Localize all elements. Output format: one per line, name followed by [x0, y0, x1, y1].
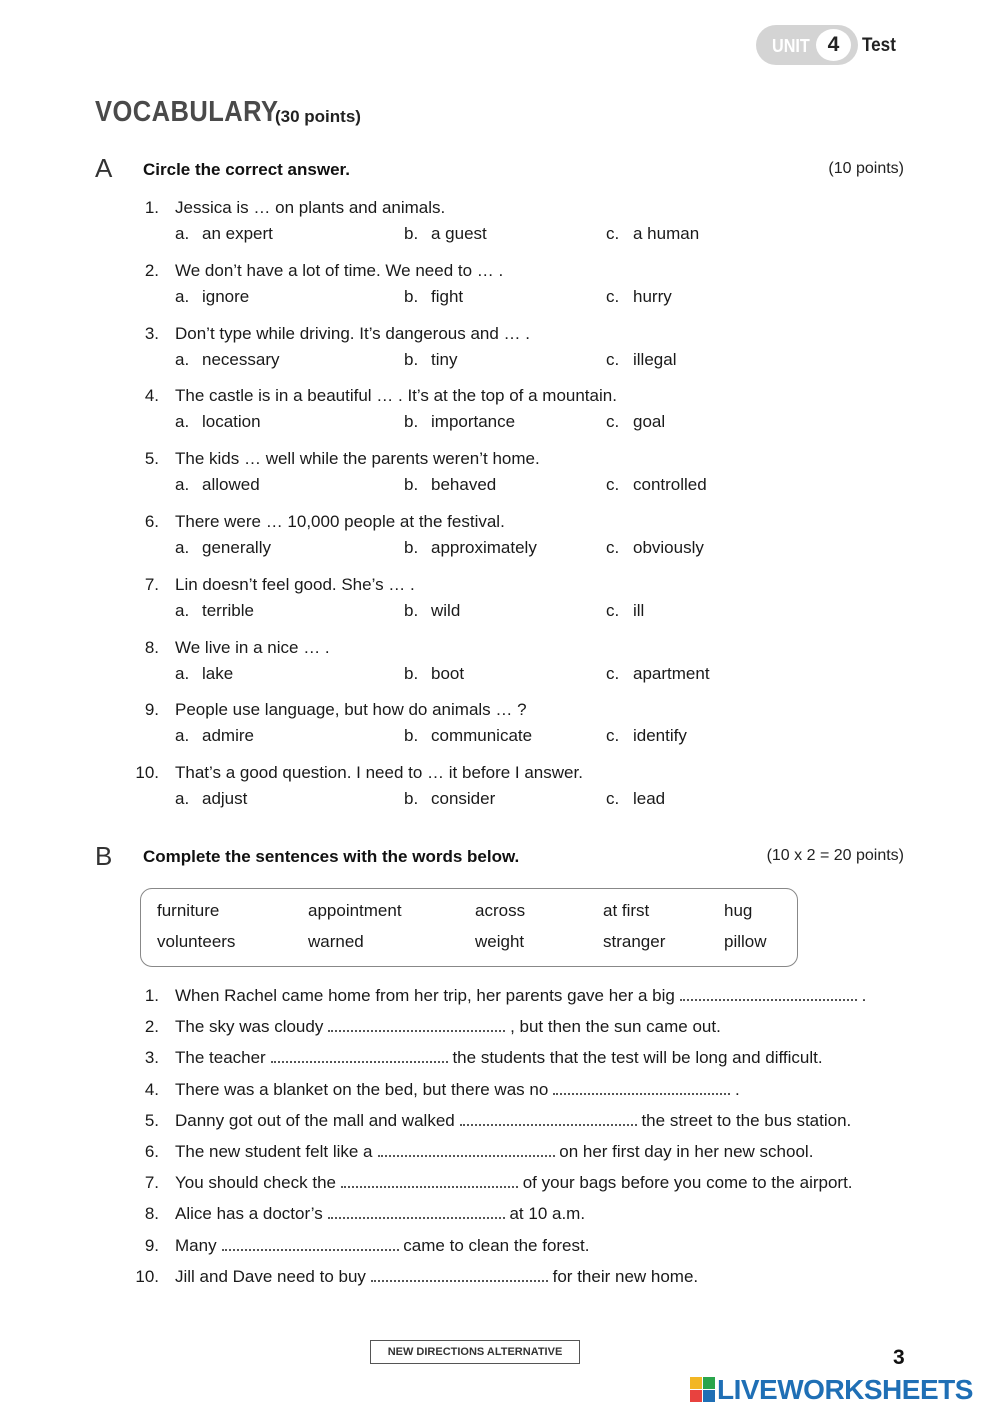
word-bank-item: weight: [475, 932, 525, 951]
question-text: We live in a nice … .: [175, 638, 330, 657]
option-text: ill: [633, 601, 645, 620]
option-letter: c.: [606, 287, 620, 306]
option-letter: b.: [404, 287, 419, 306]
option-text: an expert: [202, 224, 273, 243]
sentence: [175, 1204, 585, 1224]
option-letter: a.: [175, 789, 190, 808]
answer-option-a[interactable]: [175, 287, 249, 307]
option-letter: a.: [175, 412, 190, 431]
option-text: a guest: [431, 224, 487, 243]
sentence-number: 7.: [144, 1173, 159, 1192]
option-text: admire: [202, 726, 254, 745]
answer-option-c[interactable]: [606, 789, 665, 809]
option-letter: c.: [606, 412, 620, 431]
sentence: [175, 1017, 721, 1037]
option-letter: b.: [404, 538, 419, 557]
sentence-start: The sky was cloudy: [175, 1017, 324, 1036]
answer-option-b[interactable]: [404, 224, 487, 244]
option-text: ignore: [202, 287, 250, 306]
option-letter: a.: [175, 350, 190, 369]
question-text: There were … 10,000 people at the festival.: [175, 512, 505, 531]
option-text: behaved: [431, 475, 497, 494]
question-text: The kids … well while the parents weren’t home.: [175, 449, 540, 468]
sentence: [175, 1111, 851, 1131]
answer-blank[interactable]: [553, 1083, 730, 1095]
option-text: hurry: [633, 287, 672, 306]
question-number: 2.: [144, 261, 159, 280]
answer-blank[interactable]: [328, 1207, 505, 1219]
sentence-start: You should check the: [175, 1173, 336, 1192]
answer-option-c[interactable]: [606, 350, 676, 370]
sentence-end: at 10 a.m.: [504, 1204, 586, 1223]
option-text: necessary: [202, 350, 280, 369]
test-label: Test: [862, 35, 896, 56]
question-number: 5.: [144, 449, 159, 468]
option-letter: a.: [175, 601, 190, 620]
word-bank-item: pillow: [724, 932, 767, 951]
answer-option-b[interactable]: [404, 601, 460, 621]
sentence-end: for their new home.: [547, 1267, 699, 1286]
option-letter: a.: [175, 726, 190, 745]
sentence: [175, 986, 866, 1006]
option-text: lead: [633, 789, 666, 808]
sentence: [175, 1173, 853, 1193]
option-text: a human: [633, 224, 700, 243]
question-text: We don’t have a lot of time. We need to … .: [175, 261, 504, 280]
answer-option-c[interactable]: [606, 287, 672, 307]
question-text: Lin doesn’t feel good. She’s … .: [175, 575, 415, 594]
word-bank-item: hug: [724, 901, 753, 920]
option-text: adjust: [202, 789, 248, 808]
sentence: [175, 1142, 813, 1162]
option-letter: a.: [175, 224, 190, 243]
sentence-end: of your bags before you come to the airport.: [518, 1173, 853, 1192]
option-text: importance: [431, 412, 516, 431]
option-letter: c.: [606, 664, 620, 683]
sentence-number: 4.: [144, 1080, 159, 1099]
sentence-end: .: [730, 1080, 740, 1099]
answer-option-b[interactable]: [404, 538, 537, 558]
option-letter: b.: [404, 726, 419, 745]
question-number: 8.: [144, 638, 159, 657]
part-a-points: (10 points): [828, 160, 904, 177]
question-text: The castle is in a beautiful … . It’s at the top of a mountain.: [175, 386, 617, 405]
answer-option-c[interactable]: [606, 412, 665, 432]
option-letter: c.: [606, 789, 620, 808]
answer-option-c[interactable]: [606, 224, 699, 244]
sentence: [175, 1267, 698, 1287]
word-bank: [140, 888, 798, 967]
sentence-number: 6.: [144, 1142, 159, 1161]
option-letter: c.: [606, 538, 620, 557]
brand-name: LIVEWORKSHEETS: [717, 1374, 973, 1405]
question-number: 6.: [144, 512, 159, 531]
question-number: 10.: [135, 763, 159, 782]
answer-blank[interactable]: [460, 1114, 637, 1126]
answer-option-a[interactable]: [175, 789, 247, 809]
option-text: goal: [633, 412, 666, 431]
part-a-instruction: Circle the correct answer.: [143, 160, 350, 179]
question-number: 1.: [144, 198, 159, 217]
answer-option-a[interactable]: [175, 350, 279, 370]
option-letter: a.: [175, 538, 190, 557]
answer-option-a[interactable]: [175, 224, 273, 244]
sentence-end: the students that the test will be long and difficult.: [447, 1048, 823, 1067]
answer-option-c[interactable]: [606, 601, 644, 621]
option-text: illegal: [633, 350, 677, 369]
question-text: Don’t type while driving. It’s dangerous and … .: [175, 324, 530, 343]
option-letter: c.: [606, 350, 620, 369]
option-letter: a.: [175, 287, 190, 306]
answer-option-a[interactable]: [175, 664, 233, 684]
section-points: (30 points): [275, 107, 361, 126]
answer-option-b[interactable]: [404, 789, 495, 809]
answer-blank[interactable]: [271, 1051, 448, 1063]
page-number: 3: [893, 1346, 905, 1369]
option-text: tiny: [431, 350, 458, 369]
question-number: 9.: [144, 700, 159, 719]
question-text: Jessica is … on plants and animals.: [175, 198, 446, 217]
part-b-instruction: Complete the sentences with the words below.: [143, 847, 520, 866]
option-text: obviously: [633, 538, 704, 557]
answer-blank[interactable]: [341, 1176, 518, 1188]
word-bank-item: at first: [603, 901, 650, 920]
answer-blank[interactable]: [371, 1270, 548, 1282]
option-letter: c.: [606, 475, 620, 494]
question-number: 7.: [144, 575, 159, 594]
part-a-letter: A: [95, 153, 113, 183]
unit-number: 4: [816, 29, 851, 61]
answer-option-c[interactable]: [606, 664, 710, 684]
option-text: location: [202, 412, 261, 431]
sentence-number: 1.: [144, 986, 159, 1005]
option-text: fight: [431, 287, 464, 306]
word-bank-item: stranger: [603, 932, 666, 951]
option-letter: b.: [404, 789, 419, 808]
answer-option-c[interactable]: [606, 538, 704, 558]
option-text: generally: [202, 538, 271, 557]
sentence-number: 8.: [144, 1204, 159, 1223]
sentence-start: Alice has a doctor’s: [175, 1204, 323, 1223]
option-text: allowed: [202, 475, 260, 494]
sentence-end: , but then the sun came out.: [505, 1017, 721, 1036]
answer-option-b[interactable]: [404, 726, 532, 746]
sentence-start: Many: [175, 1236, 217, 1255]
option-letter: b.: [404, 412, 419, 431]
option-letter: c.: [606, 224, 620, 243]
option-text: controlled: [633, 475, 707, 494]
sentence-number: 9.: [144, 1236, 159, 1255]
answer-option-c[interactable]: [606, 475, 707, 495]
answer-option-b[interactable]: [404, 287, 463, 307]
sentence-end: came to clean the forest.: [398, 1236, 590, 1255]
answer-option-b[interactable]: [404, 350, 457, 370]
sentence-start: Danny got out of the mall and walked: [175, 1111, 455, 1130]
option-letter: b.: [404, 475, 419, 494]
sentence: [175, 1048, 823, 1068]
question-text: That’s a good question. I need to … it before I answer.: [175, 763, 583, 782]
part-b-letter: B: [95, 841, 113, 871]
word-bank-item: warned: [308, 932, 364, 951]
option-letter: c.: [606, 601, 620, 620]
sentence: [175, 1236, 589, 1256]
sentence-end: on her first day in her new school.: [554, 1142, 814, 1161]
answer-blank[interactable]: [222, 1239, 399, 1251]
question-number: 3.: [144, 324, 159, 343]
sentence-end: the street to the bus station.: [636, 1111, 852, 1130]
question-number: 4.: [144, 386, 159, 405]
word-bank-item: across: [475, 901, 526, 920]
option-letter: a.: [175, 664, 190, 683]
answer-option-a[interactable]: [175, 412, 261, 432]
option-letter: b.: [404, 601, 419, 620]
answer-blank[interactable]: [328, 1020, 505, 1032]
option-letter: b.: [404, 664, 419, 683]
sentence-number: 5.: [144, 1111, 159, 1130]
option-text: identify: [633, 726, 687, 745]
sentence-start: Jill and Dave need to buy: [175, 1267, 366, 1286]
option-text: approximately: [431, 538, 537, 557]
liveworksheets-icon: [690, 1377, 716, 1403]
option-letter: b.: [404, 224, 419, 243]
option-letter: a.: [175, 475, 190, 494]
word-bank-item: volunteers: [157, 932, 236, 951]
answer-option-a[interactable]: [175, 475, 260, 495]
option-text: wild: [431, 601, 461, 620]
sentence-number: 3.: [144, 1048, 159, 1067]
option-text: terrible: [202, 601, 254, 620]
part-b-points: (10 x 2 = 20 points): [766, 847, 904, 864]
sentence-start: When Rachel came home from her trip, her parents gave her a big: [175, 986, 675, 1005]
option-letter: c.: [606, 726, 620, 745]
word-bank-item: appointment: [308, 901, 402, 920]
word-bank-item: furniture: [157, 901, 220, 920]
option-text: communicate: [431, 726, 533, 745]
sentence-start: The teacher: [175, 1048, 266, 1067]
option-text: apartment: [633, 664, 710, 683]
unit-label: UNIT: [772, 36, 810, 56]
section-title: VOCABULARY: [95, 96, 279, 128]
sentence: [175, 1080, 740, 1100]
answer-option-b[interactable]: [404, 664, 464, 684]
sentence-end: .: [856, 986, 867, 1005]
answer-option-c[interactable]: [606, 726, 687, 746]
option-text: consider: [431, 789, 496, 808]
answer-blank[interactable]: [680, 989, 857, 1001]
option-text: boot: [431, 664, 465, 683]
sentence-number: 2.: [144, 1017, 159, 1036]
answer-option-a[interactable]: [175, 538, 271, 558]
answer-option-a[interactable]: [175, 601, 254, 621]
answer-blank[interactable]: [378, 1145, 555, 1157]
sentence-number: 10.: [135, 1267, 159, 1286]
answer-option-b[interactable]: [404, 412, 515, 432]
option-letter: b.: [404, 350, 419, 369]
series-label: NEW DIRECTIONS ALTERNATIVE: [370, 1340, 580, 1364]
option-text: lake: [202, 664, 234, 683]
answer-option-a[interactable]: [175, 726, 254, 746]
answer-option-b[interactable]: [404, 475, 496, 495]
sentence-start: The new student felt like a: [175, 1142, 373, 1161]
question-text: People use language, but how do animals … ?: [175, 700, 527, 719]
sentence-start: There was a blanket on the bed, but there was no: [175, 1080, 549, 1099]
